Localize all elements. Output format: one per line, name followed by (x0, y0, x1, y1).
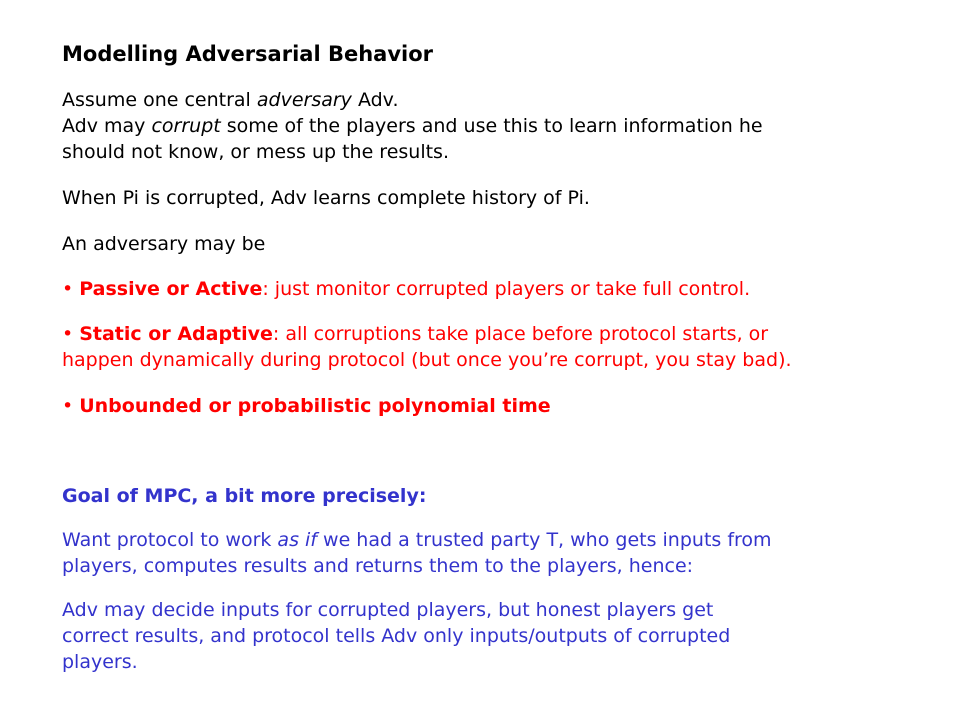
bullet-icon: • (62, 323, 74, 345)
bullet-head: Unbounded or probabilistic polynomial time (79, 395, 551, 417)
slide-title: Modelling Adversarial Behavior (62, 42, 434, 66)
goal-text: Want protocol to work (62, 529, 278, 551)
bullet-static-adaptive-line-2: happen dynamically during protocol (but once you’re corrupt, you stay bad). (62, 349, 792, 371)
intro-text: Assume one central (62, 89, 257, 111)
history-text: When Pi is corrupted, Adv learns complete history of Pi. (62, 187, 590, 209)
intro-text: some of the players and use this to learn information he (220, 115, 763, 137)
may-be-text: An adversary may be (62, 233, 266, 255)
goal-p2-line-2: correct results, and protocol tells Adv only inputs/outputs of corrupted (62, 625, 731, 647)
bullet-rest: : all corruptions take place before protocol starts, or (272, 323, 769, 345)
intro-emphasis: adversary (256, 89, 352, 111)
bullet-unbounded (62, 394, 551, 418)
goal-p2-line-1: Adv may decide inputs for corrupted players, but honest players get (62, 599, 714, 621)
goal-emphasis: as if (277, 529, 317, 551)
intro-emphasis: corrupt (151, 115, 221, 137)
intro-line-3: should not know, or mess up the results. (62, 141, 449, 163)
bullet-icon: • (62, 395, 74, 417)
intro-text: Adv. (351, 89, 399, 111)
bullet-passive-active (62, 277, 750, 301)
goal-text: we had a trusted party T, who gets inputs from (316, 529, 772, 551)
goal-p1-line-1 (62, 528, 772, 552)
bullet-static-adaptive (62, 322, 768, 346)
slide (62, 0, 942, 720)
bullet-head: Passive or Active (79, 278, 263, 300)
goal-heading: Goal of MPC, a bit more precisely: (62, 485, 427, 507)
bullet-head: Static or Adaptive (79, 323, 273, 345)
intro-line-1 (62, 88, 399, 112)
bullet-rest: : just monitor corrupted players or take full control. (262, 278, 751, 300)
goal-p1-line-2: players, computes results and returns them to the players, hence: (62, 555, 694, 577)
bullet-icon: • (62, 278, 74, 300)
goal-p2-line-3: players. (62, 651, 138, 673)
intro-text: Adv may (62, 115, 152, 137)
intro-line-2 (62, 114, 763, 138)
